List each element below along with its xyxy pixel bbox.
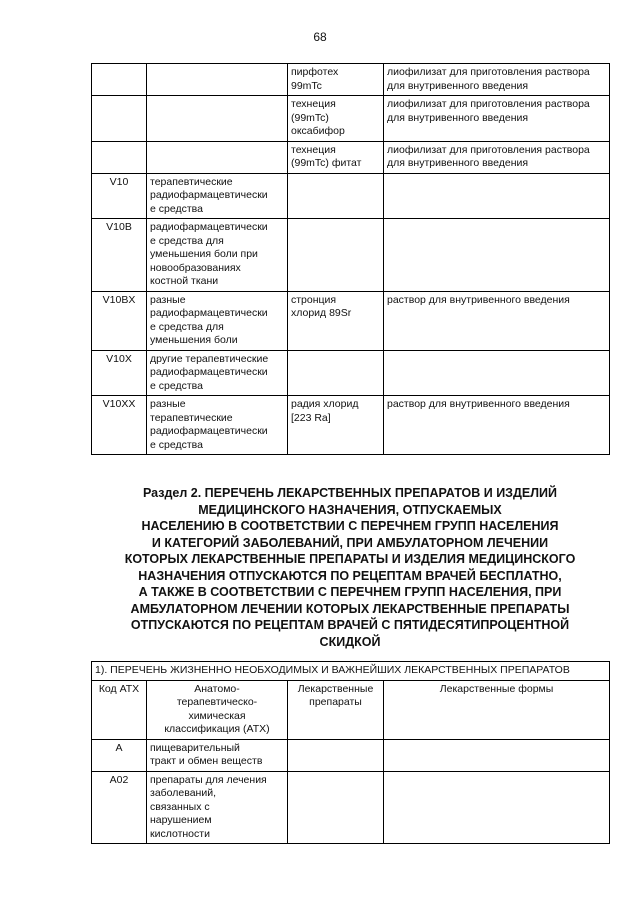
header-class	[147, 680, 288, 739]
header-code-text: Код АТХ	[98, 682, 140, 695]
drug-name-cell: пирфотех 99mTc	[288, 64, 384, 96]
list-title-row	[92, 662, 610, 681]
atc-code-cell: V10X	[92, 350, 147, 396]
atc-class-cell: препараты для лечения заболеваний, связанных с нарушением кислотности	[147, 771, 288, 844]
dosage-form-cell	[384, 173, 610, 219]
atc-class-cell: разные терапевтические радиофармацевтически е средства	[147, 396, 288, 455]
section-heading-line: НАСЕЛЕНИЮ В СООТВЕТСТВИИ С ПЕРЕЧНЕМ ГРУПП НАСЕЛЕНИЯ	[141, 519, 559, 533]
drug-name-cell	[288, 219, 384, 292]
table-row	[92, 396, 610, 455]
header-code	[92, 680, 147, 739]
table-row	[92, 64, 610, 96]
dosage-form-cell: раствор для внутривенного введения	[384, 396, 610, 455]
table-row	[92, 173, 610, 219]
table-row	[92, 219, 610, 292]
bottom-table-body	[92, 662, 610, 844]
atc-code-cell: A	[92, 739, 147, 771]
table-row	[92, 771, 610, 844]
section-heading-line: НАЗНАЧЕНИЯ ОТПУСКАЮТСЯ ПО РЕЦЕПТАМ ВРАЧЕЙ БЕСПЛАТНО,	[138, 568, 562, 583]
drug-name-cell: технеция (99mTc) фитат	[288, 141, 384, 173]
table-row	[92, 350, 610, 396]
header-drug-text: Лекарственные препараты	[297, 682, 374, 708]
atc-code-cell: V10XX	[92, 396, 147, 455]
section-heading-line: СКИДКОЙ	[319, 634, 381, 649]
dosage-form-cell: лиофилизат для приготовления раствора для внутривенного введения	[384, 64, 610, 96]
header-form	[384, 680, 610, 739]
drug-name-cell: стронция хлорид 89Sr	[288, 291, 384, 350]
atc-code-cell	[92, 141, 147, 173]
drug-name-cell: технеция (99mTc) оксабифор	[288, 96, 384, 142]
section-heading-line: КОТОРЫХ ЛЕКАРСТВЕННЫЕ ПРЕПАРАТЫ И ИЗДЕЛИЯ МЕДИЦИНСКОГО	[124, 552, 576, 566]
atc-class-cell	[147, 141, 288, 173]
section-heading	[91, 485, 609, 650]
dosage-form-cell: лиофилизат для приготовления раствора для внутривенного введения	[384, 141, 610, 173]
dosage-form-cell	[384, 350, 610, 396]
atc-class-cell: терапевтические радиофармацевтически е средства	[147, 173, 288, 219]
table-row	[92, 739, 610, 771]
atc-code-cell: A02	[92, 771, 147, 844]
page-number: 68	[313, 30, 327, 44]
drug-name-cell	[288, 739, 384, 771]
drug-name-cell	[288, 350, 384, 396]
dosage-form-cell	[384, 739, 610, 771]
drug-name-cell	[288, 173, 384, 219]
table-row	[92, 96, 610, 142]
drug-name-cell: радия хлорид [223 Ra]	[288, 396, 384, 455]
atc-class-cell: пищеварительный тракт и обмен веществ	[147, 739, 288, 771]
section-heading-line: ОТПУСКАЮТСЯ ПО РЕЦЕПТАМ ВРАЧЕЙ С ПЯТИДЕСЯТИПРОЦЕНТНОЙ	[130, 618, 570, 632]
atc-class-cell: другие терапевтические радиофармацевтически е средства	[147, 350, 288, 396]
atc-code-cell: V10	[92, 173, 147, 219]
top-drug-table	[91, 63, 610, 455]
section-heading-line: А ТАКЖЕ В СООТВЕТСТВИИ С ПЕРЕЧНЕМ ГРУПП НАСЕЛЕНИЯ, ПРИ	[138, 585, 562, 599]
atc-class-cell: разные радиофармацевтически е средства для уменьшения боли	[147, 291, 288, 350]
atc-class-cell	[147, 96, 288, 142]
header-form-text: Лекарственные формы	[439, 682, 554, 695]
header-drug	[288, 680, 384, 739]
section-heading-line: МЕДИЦИНСКОГО НАЗНАЧЕНИЯ, ОТПУСКАЕМЫХ	[198, 502, 502, 517]
section-heading-line: АМБУЛАТОРНОМ ЛЕЧЕНИИ КОТОРЫХ ЛЕКАРСТВЕННЫЕ ПРЕПАРАТЫ	[130, 601, 570, 616]
table-row	[92, 141, 610, 173]
header-row	[92, 680, 610, 739]
section-heading-line: И КАТЕГОРИЙ ЗАБОЛЕВАНИЙ, ПРИ АМБУЛАТОРНОМ ЛЕЧЕНИИ	[151, 535, 549, 550]
atc-code-cell: V10BX	[92, 291, 147, 350]
header-class-text: Анатомо- терапевтическо- химическая классификация (АТХ)	[164, 682, 270, 735]
list-title: 1). ПЕРЕЧЕНЬ ЖИЗНЕННО НЕОБХОДИМЫХ И ВАЖНЕЙШИХ ЛЕКАРСТВЕННЫХ ПРЕПАРАТОВ	[92, 662, 610, 681]
atc-code-cell	[92, 96, 147, 142]
atc-class-cell	[147, 64, 288, 96]
table-row	[92, 291, 610, 350]
atc-class-cell: радиофармацевтически е средства для уменьшения боли при новообразованиях костной ткани	[147, 219, 288, 292]
dosage-form-cell	[384, 219, 610, 292]
atc-code-cell	[92, 64, 147, 96]
atc-code-cell: V10B	[92, 219, 147, 292]
drug-name-cell	[288, 771, 384, 844]
dosage-form-cell: лиофилизат для приготовления раствора для внутривенного введения	[384, 96, 610, 142]
top-table-body	[92, 64, 610, 455]
dosage-form-cell: раствор для внутривенного введения	[384, 291, 610, 350]
dosage-form-cell	[384, 771, 610, 844]
section-heading-line: Раздел 2. ПЕРЕЧЕНЬ ЛЕКАРСТВЕННЫХ ПРЕПАРАТОВ И ИЗДЕЛИЙ	[142, 486, 557, 500]
bottom-drug-table	[91, 661, 610, 844]
